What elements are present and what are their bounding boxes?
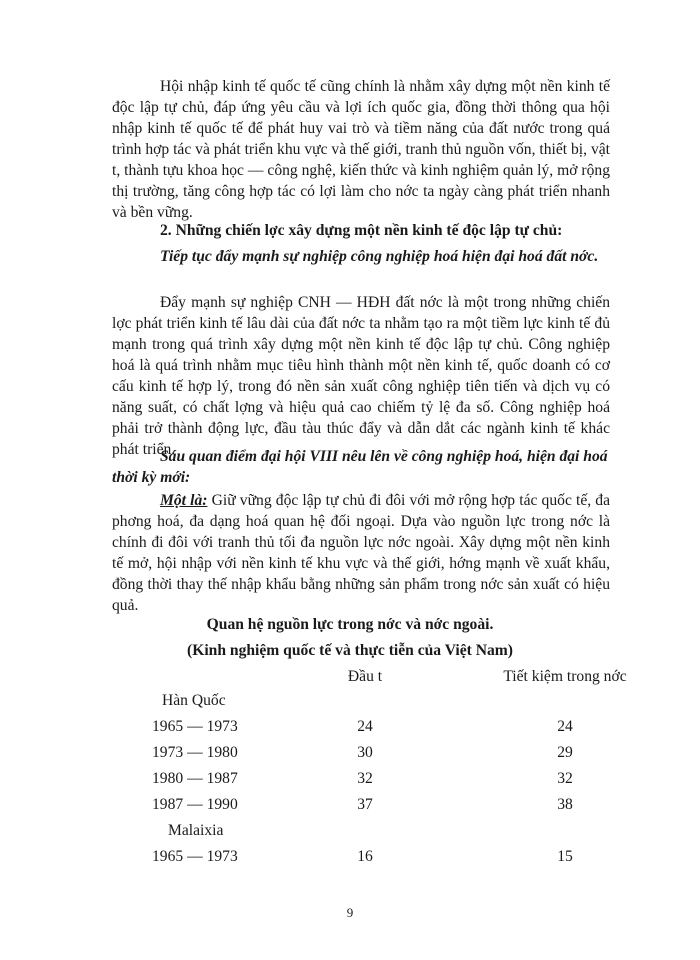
page-number: 9	[346, 905, 354, 920]
saving-cell: 29	[557, 744, 573, 761]
paragraph-point-one	[112, 490, 610, 616]
table-row	[0, 742, 700, 763]
table-row	[0, 716, 700, 737]
investment-cell: 24	[357, 718, 373, 735]
subheading-six-viewpoints: Sáu quan điểm đại hội VIII nêu lên về công nghiệp hoá, hiện đại hoá thời kỳ mới:	[112, 448, 608, 486]
saving-cell: 15	[557, 848, 573, 865]
table-row	[0, 768, 700, 789]
column-header-investment: Đầu t	[347, 668, 383, 685]
saving-cell: 32	[557, 770, 573, 787]
column-header-domestic-saving: Tiết kiệm trong nớc	[503, 668, 627, 685]
period-cell: 1980 — 1987	[152, 770, 238, 787]
paragraph-cnh-hdh: Đẩy mạnh sự nghiệp CNH — HĐH đất nớc là một trong những chiến lợc phát triển kinh tế lâu dài của đất nớc ta nhằm tạo ra một tiềm lực kinh tế đủ mạnh trong quá trình xây dựng một nền kinh tế độc lập tự chủ. Công nghiệp hoá là quá trình nhằm mục tiêu hình thành một nền kinh tế, quốc doanh có cơ cấu kinh tế hợp lý, trong đó nền sản xuất công nghiệp tiên tiến và dịch vụ có năng suất, có chất lợng và hiệu quả cao chiếm tỷ lệ đa số. Công nghiệp hoá phải trở thành động lực, đầu tàu thúc đẩy và dẫn dắt các ngành kinh tế khác phát triển.	[112, 294, 610, 458]
investment-cell: 16	[357, 848, 373, 865]
paragraph-integration: Hội nhập kinh tế quốc tế cũng chính là nhằm xây dựng một nền kinh tế độc lập tự chủ, đáp ứng yêu cầu và lợi ích quốc gia, đồng thời thông qua hội nhập kinh tế quốc tế để phát huy vai trò và tiềm năng của đất nước trong quá trình hợp tác và phát triển khu vực và thế giới, tranh thủ nguồn vốn, thiết bị, vật t, thành tựu khoa học — công nghệ, kiến thức và kinh nghiệm quản lý, mở rộng thị trường, tăng công hợp tác có lợi làm cho nớc ta ngày càng phát triển nhanh và bền vững.	[112, 78, 610, 221]
period-cell: 1965 — 1973	[152, 718, 238, 735]
section-heading-2: 2. Những chiến lợc xây dựng một nền kinh tế độc lập tự chủ:	[160, 222, 563, 239]
period-cell: 1973 — 1980	[152, 744, 238, 761]
saving-cell: 24	[557, 718, 573, 735]
saving-cell: 38	[557, 796, 573, 813]
country-label-korea: Hàn Quốc	[162, 692, 226, 709]
point-one-text: Giữ vững độc lập tự chủ đi đôi với mở rộng hợp tác quốc tế, đa phơng hoá, đa dạng hoá quan hệ đối ngoại. Dựa vào nguồn lực trong nớc là chính đi đôi với tranh thủ tối đa nguồn lực nớc ngoài. Xây dựng một nền kinh tế mở, hội nhập với nền kinh tế khu vực và thế giới, hớng mạnh về xuất khẩu, đồng thời thay thế nhập khẩu bằng những sản phẩm trong nớc sản xuất có hiệu quả.	[112, 492, 611, 614]
table-title: Quan hệ nguồn lực trong nớc và nớc ngoài.	[206, 616, 494, 633]
investment-cell: 37	[357, 796, 373, 813]
table-subtitle: (Kinh nghiệm quốc tế và thực tiễn của Việt Nam)	[187, 642, 513, 659]
period-cell: 1987 — 1990	[152, 796, 238, 813]
investment-cell: 32	[357, 770, 373, 787]
subheading-industrialization: Tiếp tục đẩy mạnh sự nghiệp công nghiệp hoá hiện đại hoá đất nớc.	[160, 248, 599, 265]
table-row	[0, 846, 700, 867]
period-cell: 1965 — 1973	[152, 848, 238, 865]
point-one-label: Một là:	[160, 492, 208, 509]
country-label-malaysia: Malaixia	[168, 822, 224, 839]
table-row	[0, 794, 700, 815]
investment-cell: 30	[357, 744, 373, 761]
